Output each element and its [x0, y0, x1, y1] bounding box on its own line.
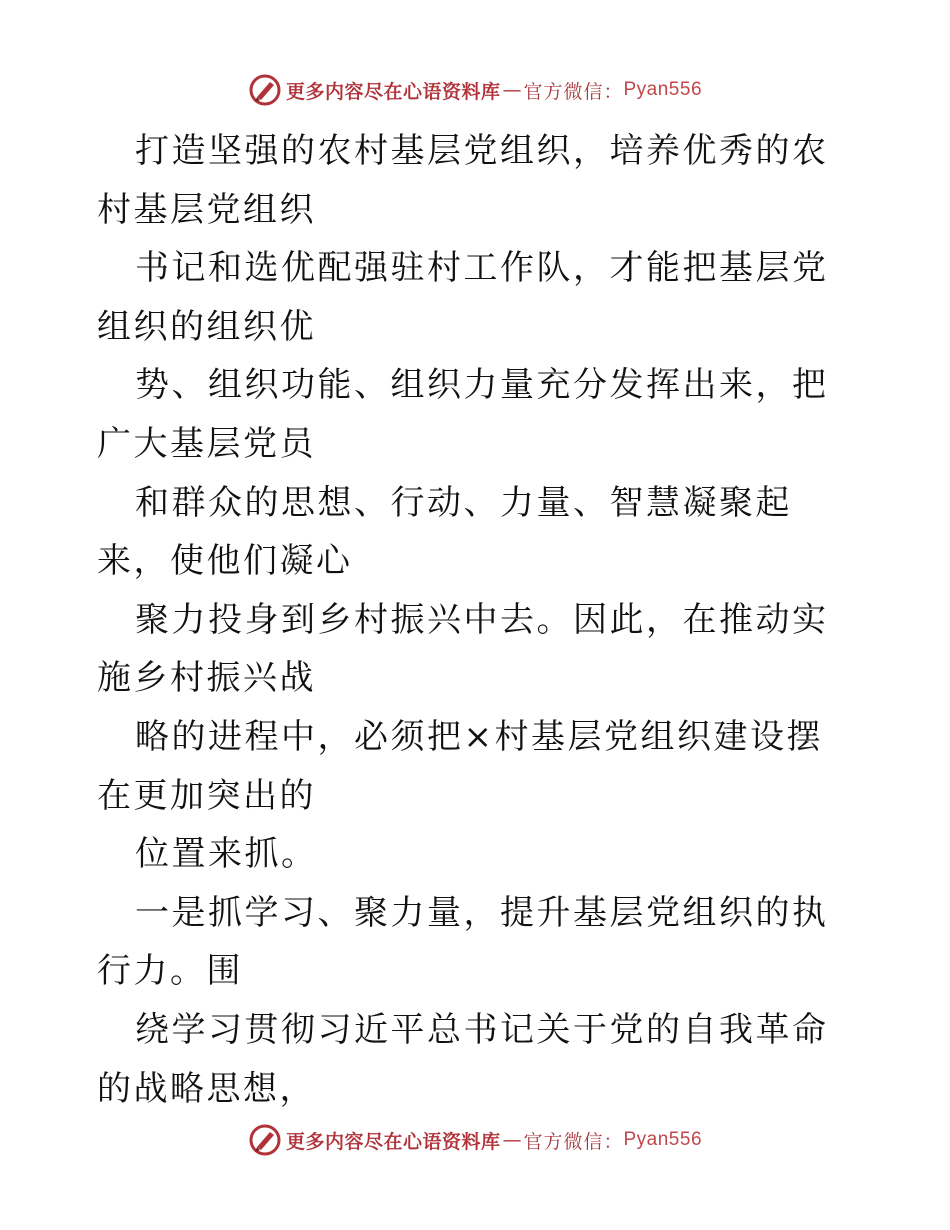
footer-wechat-label: 官方微信： — [523, 1130, 624, 1153]
footer-brand-text: 更多内容尽在心语资料库 — [285, 1130, 501, 1153]
paragraph — [97, 239, 857, 356]
text-line-6: 略的进程中，必须把×村基层党组织建设摆在更加突出的 — [97, 716, 823, 816]
paragraph — [97, 122, 857, 239]
footer-wechat-id: Pyan556 — [623, 1129, 703, 1150]
text-line-7: 位置来抓。 — [135, 834, 318, 875]
header-brand-text: 更多内容尽在心语资料库 — [285, 80, 501, 103]
paragraph — [97, 884, 857, 1001]
pen-logo-icon — [248, 73, 282, 107]
paragraph — [97, 591, 857, 708]
document-body — [97, 122, 857, 1118]
header-wechat-label: 官方微信： — [523, 80, 624, 103]
paragraph — [97, 708, 857, 825]
text-line-8: 一是抓学习、聚力量，提升基层党组织的执行力。围 — [97, 892, 829, 992]
text-line-9: 绕学习贯彻习近平总书记关于党的自我革命的战略思想， — [97, 1009, 829, 1109]
pen-logo-icon — [248, 1123, 282, 1157]
paragraph — [97, 356, 857, 473]
footer-watermark — [0, 1120, 950, 1160]
header-dash: — — [502, 79, 522, 101]
text-line-2: 书记和选优配强驻村工作队，才能把基层党组织的组织优 — [97, 248, 829, 347]
text-line-4: 和群众的思想、行动、力量、智慧凝聚起来，使他们凝心 — [97, 482, 792, 582]
paragraph — [97, 474, 857, 591]
footer-dash: — — [502, 1129, 522, 1151]
paragraph — [97, 1001, 857, 1118]
text-line-5: 聚力投身到乡村振兴中去。因此，在推动实施乡村振兴战 — [97, 599, 829, 699]
text-line-3: 势、组织功能、组织力量充分发挥出来，把广大基层党员 — [97, 365, 829, 464]
paragraph — [97, 825, 857, 884]
header-wechat-id: Pyan556 — [623, 79, 703, 100]
text-line-1: 打造坚强的农村基层党组织，培养优秀的农村基层党组织 — [97, 131, 829, 230]
header-watermark — [0, 70, 950, 110]
